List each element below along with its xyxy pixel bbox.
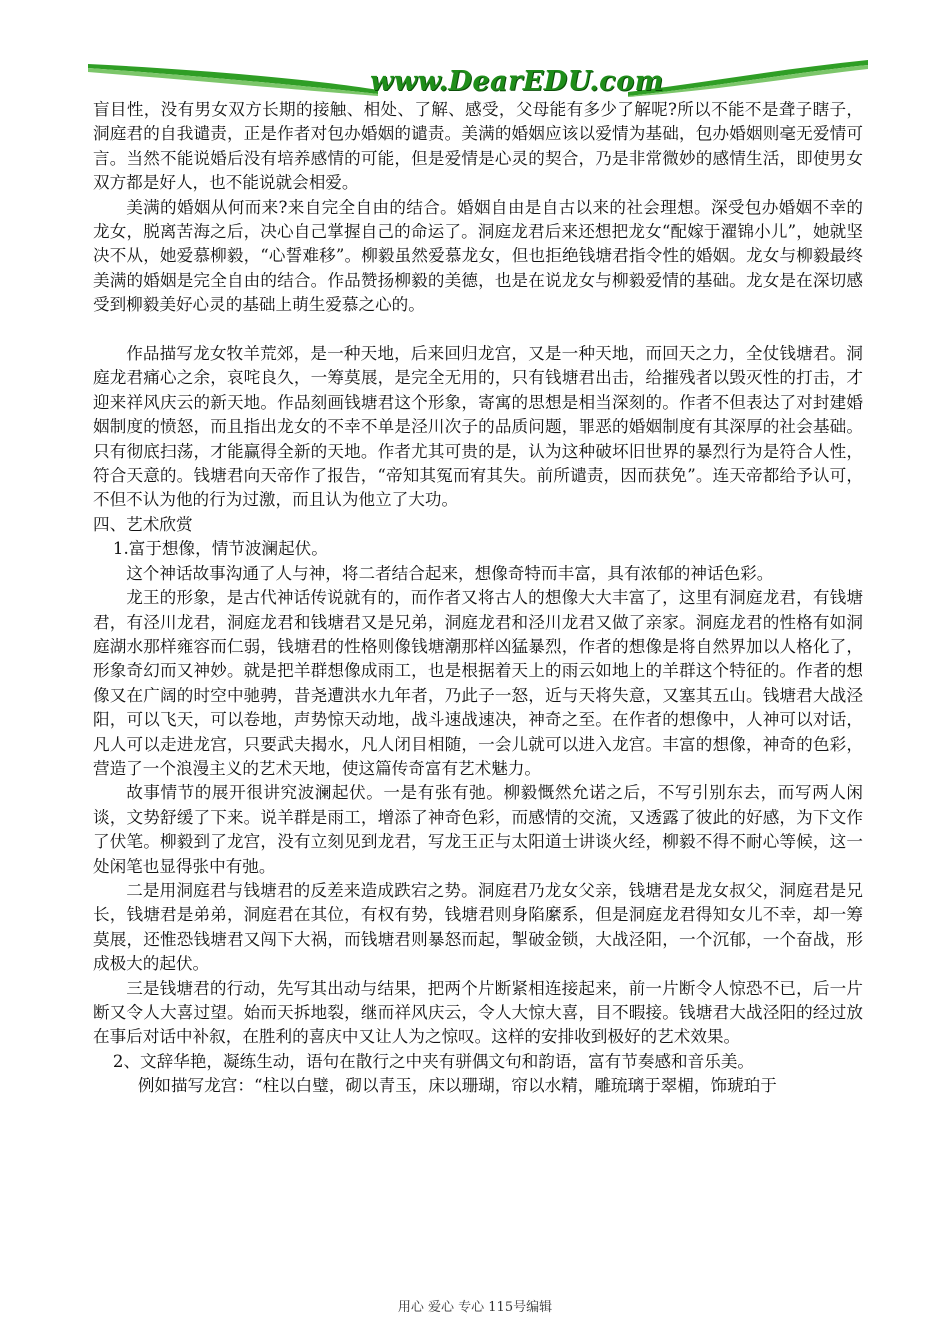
site-header xyxy=(88,52,868,98)
paragraph: 美满的婚姻从何而来?来自完全自由的结合。婚姻自由是自古以来的社会理想。深受包办婚姻不幸的龙女，脱离苦海之后，决心自己掌握自己的命运了。洞庭龙君后来还想把龙女“配嫁于濯锦小儿”，她就坚决不从，她爱慕柳毅，“心誓难移”。柳毅虽然爱慕龙女，但也拒绝钱塘君指令性的婚姻。龙女与柳毅最终美满的婚姻是完全自由的结合。作品赞扬柳毅的美德，也是在说龙女与柳毅爱情的基础。龙女是在深切感受到柳毅美好心灵的基础上萌生爱慕之心的。 xyxy=(93,197,863,315)
page-footer: 用心 爱心 专心 115号编辑 xyxy=(397,1300,553,1315)
paragraph: 二是用洞庭君与钱塘君的反差来造成跌宕之势。洞庭君乃龙女父亲，钱塘君是龙女叔父，洞庭君是兄长，钱塘君是弟弟，洞庭君在其位，有权有势，钱塘君则身陷縻系，但是洞庭龙君得知女儿不幸，却一筹莫展，还惟恐钱塘君又闯下大祸，而钱塘君则暴怒而起，掣破金锁，大战泾阳，一个沉郁，一个奋战，形成极大的起伏。 xyxy=(93,880,863,974)
document-body xyxy=(93,98,863,1099)
paragraph: 例如描写龙宫：“柱以白璧，砌以青玉，床以珊瑚，帘以水精，雕琉璃于翠楣，饰琥珀于 xyxy=(137,1076,777,1096)
paragraph: 故事情节的展开很讲究波澜起伏。一是有张有弛。柳毅慨然允诺之后，不写引别东去，而写两人闲谈，文势舒缓了下来。说羊群是雨工，增添了神奇色彩，而感情的交流，又透露了彼此的好感，为下文作了伏笔。柳毅到了龙宫，没有立刻见到龙君，写龙王正与太阳道士讲谈火经，柳毅不得不耐心等候，这一处闲笔也显得张中有弛。 xyxy=(93,783,863,876)
paragraph: 三是钱塘君的行动，先写其出动与结果，把两个片断紧相连接起来，前一片断令人惊恐不已，后一片断又令人大喜过望。始而天拆地裂，继而祥风庆云，令人大惊大喜，目不暇接。钱塘君大战泾阳的经过放在事后对话中补叙，在胜利的喜庆中又让人为之惊叹。这样的安排收到极好的艺术效果。 xyxy=(93,978,863,1047)
paragraph: 这个神话故事沟通了人与神，将二者结合起来，想像奇特而丰富，具有浓郁的神话色彩。 xyxy=(126,563,774,583)
paragraph: 龙王的形象，是古代神话传说就有的，而作者又将古人的想像大大丰富了，这里有洞庭龙君，有钱塘君，有泾川龙君，洞庭龙君和钱塘君又是兄弟，洞庭龙君和泾川龙君又做了亲家。洞庭龙君的性格有如洞庭湖水那样雍容而仁弱，钱塘君的性格则像钱塘潮那样凶猛暴烈，作者的想像是将自然界加以人格化了，形象奇幻而又神妙。就是把羊群想像成雨工，也是根据着天上的雨云如地上的羊群这个特征的。作者的想像又在广阔的时空中驰骋，昔尧遭洪水九年者，乃此子一怒，近与天将失意，又塞其五山。钱塘君大战泾阳，可以飞天，可以卷地，声势惊天动地，战斗速战速决，神奇之至。在作者的想像中，人神可以对话，凡人可以走进龙宫，只要武夫揭水，凡人闭目相随，一会儿就可以进入龙宫。丰富的想像，神奇的色彩，营造了一个浪漫主义的艺术天地，使这篇传奇富有艺术魅力。 xyxy=(93,588,863,778)
subsection-heading: 2、文辞华艳，凝练生动，语句在散行之中夹有骈偶文句和韵语，富有节奏感和音乐美。 xyxy=(112,1051,755,1071)
paragraph: 作品描写龙女牧羊荒郊，是一种天地，后来回归龙宫，又是一种天地，而回天之力，全仗钱塘君。洞庭龙君痛心之余，哀咤良久，一筹莫展，是完全无用的，只有钱塘君出击，给摧残者以毁灭性的打击，才迎来祥风庆云的新天地。作品刻画钱塘君这个形象，寄寓的思想是相当深刻的。作者不但表达了对封建婚姻制度的愤怒，而且指出龙女的不幸不单是泾川次子的品质问题，罪恶的婚姻制度有其深厚的社会基础。只有彻底扫荡，才能赢得全新的天地。作者尤其可贵的是，认为这种破坏旧世界的暴烈行为是符合人性，符合天意的。钱塘君向天帝作了报告，“帝知其冤而宥其失。前所谴责，因而获免”。连天帝都给予认可，不但不认为他的行为过激，而且认为他立了大功。 xyxy=(93,344,863,510)
section-heading: 四、艺术欣赏 xyxy=(93,514,193,534)
subsection-heading: 1.富于想像，情节波澜起伏。 xyxy=(112,539,328,559)
paragraph: 盲目性，没有男女双方长期的接触、相处、了解、感受，父母能有多少了解呢?所以不能不是聋子瞎子，洞庭君的自我谴责，正是作者对包办婚姻的谴责。美满的婚姻应该以爱情为基础，包办婚姻则毫无爱情可言。当然不能说婚后没有培养感情的可能，但是爱情是心灵的契合，乃是非常微妙的感情生活，即使男女双方都是好人，也不能说就会相爱。 xyxy=(93,100,863,193)
site-logo-text: www.DearEDU.com xyxy=(370,66,664,97)
